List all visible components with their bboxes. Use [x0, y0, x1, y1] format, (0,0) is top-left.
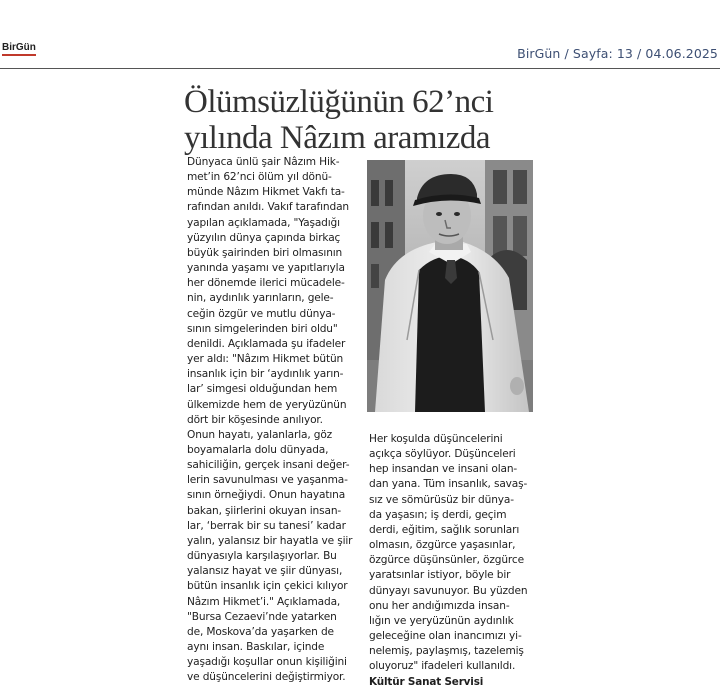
article-byline: Kültür Sanat Servisi: [369, 675, 484, 688]
text-line: sız ve sömürüsüz bir dünya-: [369, 493, 514, 506]
text-line: Onun hayatı, yalanlarla, göz: [187, 428, 333, 441]
text-line: "Bursa Cezaevi’nde yatarken: [187, 610, 337, 623]
text-line: yaşadığı koşullar onun kişiliğini: [187, 656, 347, 669]
text-line: boyamalarla dolu dünyada,: [187, 443, 329, 456]
text-line: hep insandan ve insani olan-: [369, 463, 518, 476]
article-column-right: [369, 432, 539, 690]
text-line: lığın ve yeryüzünün aydınlık: [369, 614, 514, 627]
text-line: lerin savunulması ve yaşanma-: [187, 474, 348, 487]
text-line: rafından anıldı. Vakıf tarafından: [187, 201, 349, 214]
text-line: olmasın, özgürce yaşasınlar,: [369, 539, 516, 552]
text-line: yer aldı: "Nâzım Hikmet bütün: [187, 353, 344, 366]
text-line: özgürce düşünsünler, özgürce: [369, 554, 524, 567]
text-line: ve düşüncelerini değiştirmiyor.: [187, 671, 346, 684]
text-line: Dünyaca ünlü şair Nâzım Hik-: [187, 156, 340, 168]
article-column-left: [187, 155, 362, 685]
text-line: lar, ‘berrak bir su tanesi’ kadar: [187, 519, 346, 532]
text-line: de, Moskova’da yaşarken de: [187, 625, 334, 638]
text-line: sının simgelerinden biri oldu": [187, 322, 338, 335]
headline-line: yılında Nâzım aramızda: [184, 120, 491, 156]
text-line: bütün insanlık için çekici kılıyor: [187, 580, 348, 593]
text-line: yalın, yalansız bir hayatla ve şiir: [187, 534, 353, 547]
text-line: ceğin özgür ve mutlu dünya-: [187, 307, 336, 320]
text-line: nelemiş, paylaşmış, tazelemiş: [369, 645, 524, 658]
text-line: denildi. Açıklamada şu ifadeler: [187, 337, 346, 350]
text-line: dünyayı savunuyor. Bu yüzden: [369, 584, 528, 597]
headline-line: Ölümsüzlüğünün 62’nci: [184, 84, 494, 120]
text-line: yüzyılın dünya çapında birkaç: [187, 231, 341, 244]
logo-underline: [2, 54, 36, 56]
page-source-label: BirGün / Sayfa: 13 / 04.06.2025: [517, 46, 718, 61]
text-line: sının örneğiydi. Onun hayatına: [187, 489, 346, 502]
text-line: açıkça söylüyor. Düşünceleri: [369, 448, 516, 461]
text-line: insanlık için bir ‘aydınlık yarın-: [187, 368, 344, 381]
text-line: dört bir köşesinde anılıyor.: [187, 413, 323, 426]
text-line: sahiciliğin, gerçek insani değer-: [187, 459, 350, 472]
text-line: her dönemde ilerici mücadele-: [187, 277, 345, 290]
article-headline: [184, 84, 544, 156]
text-line: yanında yaşamı ve yapıtlarıyla: [187, 262, 345, 275]
text-line: da yaşasın; iş derdi, geçim: [369, 508, 507, 521]
text-line: aynı insan. Baskılar, içinde: [187, 641, 325, 653]
text-line: münde Nâzım Hikmet Vakfı ta-: [187, 186, 345, 199]
text-line: derdi, eğitim, sağlık sorunları: [369, 523, 520, 536]
header-divider: [0, 68, 720, 69]
text-line: onu her andığımızda insan-: [369, 599, 510, 612]
page-header: [0, 0, 720, 70]
newspaper-logo: [2, 42, 36, 56]
text-line: lar’ simgesi olduğundan hem: [187, 383, 338, 396]
text-line: nin, aydınlık yarınların, gele-: [187, 292, 334, 305]
text-line: ülkemizde hem de yeryüzünün: [187, 398, 347, 411]
text-line: dünyasıyla karşılaşıyorlar. Bu: [187, 550, 337, 563]
text-line: yaratsınlar istiyor, böyle bir: [369, 569, 511, 582]
text-line: dan yana. Tüm insanlık, savaş-: [369, 478, 528, 491]
text-line: met’in 62’nci ölüm yıl dönü-: [187, 171, 332, 184]
logo-text: BirGün: [2, 42, 36, 53]
text-line: oluyoruz" ifadeleri kullanıldı.: [369, 660, 516, 673]
portrait-photo: [367, 160, 533, 412]
text-line: yalansız hayat ve şiir dünyası,: [187, 565, 343, 578]
text-line: yapılan açıklamada, "Yaşadığı: [187, 216, 340, 229]
text-line: Her koşulda düşüncelerini: [369, 433, 503, 445]
text-line: bakan, şiirlerini okuyan insan-: [187, 504, 342, 517]
text-line: büyük şairinden biri olmasının: [187, 246, 343, 259]
text-line: Nâzım Hikmet’i." Açıklamada,: [187, 595, 341, 608]
text-line: geleceğine olan inancımızı yi-: [369, 630, 522, 643]
